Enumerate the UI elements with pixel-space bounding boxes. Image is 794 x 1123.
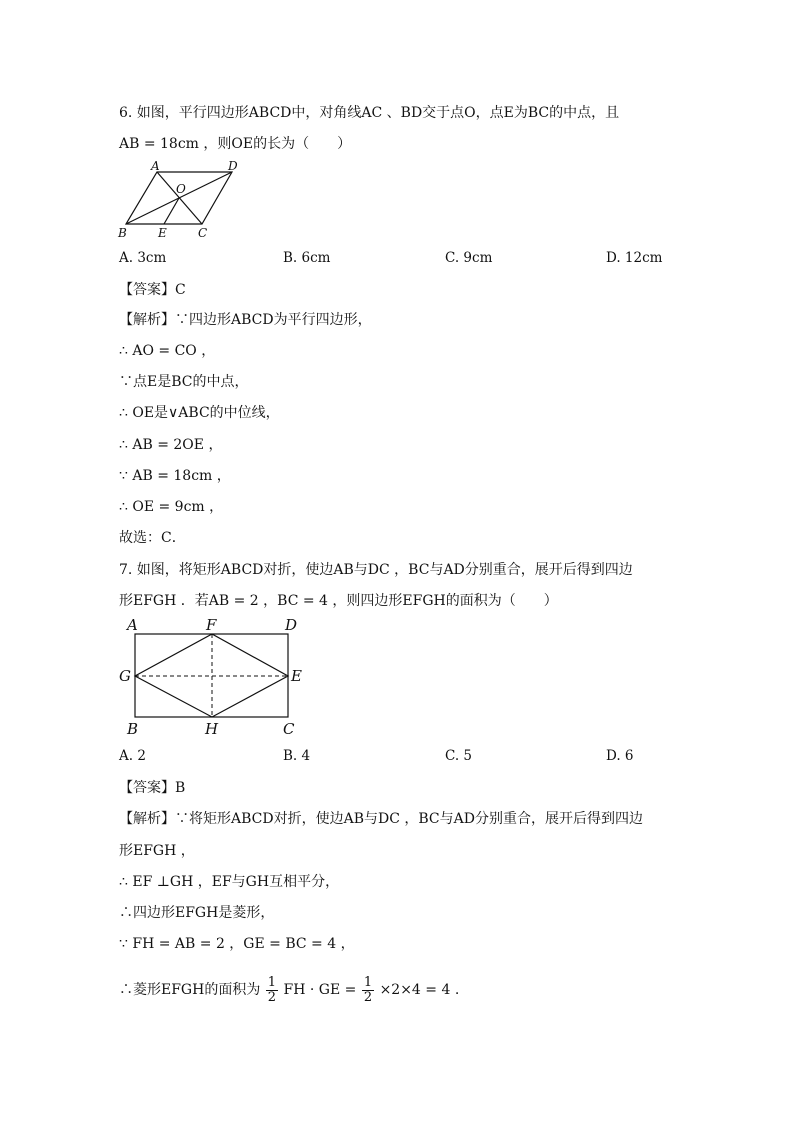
q7-solution-line: 【解析】∵将矩形ABCD对折，使边AB与DC ，BC与AD分别重合，展开后得到四边: [119, 811, 643, 827]
q6-option-d: D. 12cm: [606, 250, 663, 266]
q6-option-c: C. 9cm: [445, 250, 493, 266]
q7-option-c: C. 5: [445, 748, 473, 764]
q7-solution-line: 形EFGH ，: [119, 843, 195, 859]
q6-solution-line: 故选：C．: [119, 530, 186, 546]
q7-label-d: D: [285, 616, 298, 634]
q7-fraction-half: $\frac{1}{2}$: [267, 974, 277, 1005]
q7-rectangle-figure: [115, 612, 315, 742]
q6-solution-line: 【解析】∵四边形ABCD为平行四边形，: [119, 312, 372, 328]
q6-parallelogram-figure: [115, 158, 245, 240]
q7-answer: 【答案】B: [119, 780, 186, 796]
q7-option-b: B. 4: [283, 748, 311, 764]
q7-solution-line: ∴四边形EFGH是菱形，: [119, 905, 275, 921]
q6-option-b: B. 6cm: [283, 250, 331, 266]
q6-label-b: B: [118, 226, 127, 240]
q6-solution-line: ∴ OE = 9cm ，: [119, 499, 224, 515]
q7-solution-line: ∴ EF ⊥GH ，EF与GH互相平分，: [119, 874, 340, 890]
q7-fraction-half: $\frac{1}{2}$: [363, 974, 373, 1005]
q7-option-d: D. 6: [606, 748, 634, 764]
q6-label-d: D: [228, 159, 238, 173]
q7-label-h: H: [205, 720, 219, 738]
q6-label-c: C: [198, 226, 208, 240]
q7-label-a: A: [127, 616, 138, 634]
q7-area-conclusion: [119, 975, 459, 1005]
q6-solution-line: ∴ OE是∨ABC的中位线，: [119, 405, 280, 421]
q6-stem-line2: AB = 18cm ，则OE的长为（ ）: [119, 136, 352, 152]
q7-stem-line2: 形EFGH ．若AB = 2 ，BC = 4 ，则四边形EFGH的面积为（ ）: [119, 593, 558, 609]
q6-solution-line: ∵点E是BC的中点，: [119, 374, 249, 390]
q6-solution-line: ∴ AB = 2OE ，: [119, 437, 223, 453]
q7-area-middle: FH · GE =: [283, 982, 357, 998]
q7-solution-line: ∵ FH = AB = 2 ，GE = BC = 4 ，: [119, 936, 355, 952]
q7-label-e: E: [291, 667, 302, 685]
q7-label-c: C: [283, 720, 295, 738]
q6-label-e: E: [158, 226, 167, 240]
q6-label-o: O: [176, 182, 186, 196]
q6-solution-line: ∵ AB = 18cm ，: [119, 468, 231, 484]
q7-area-suffix: ×2×4 = 4 .: [379, 982, 460, 998]
q6-label-a: A: [151, 159, 160, 173]
q7-area-prefix: ∴菱形EFGH的面积为: [119, 982, 261, 998]
q6-answer: 【答案】C: [119, 282, 186, 298]
q7-option-a: A. 2: [119, 748, 146, 764]
q6-solution-line: ∴ AO = CO ，: [119, 343, 216, 359]
q6-option-a: A. 3cm: [119, 250, 167, 266]
q6-stem-line1: 6. 如图，平行四边形ABCD中，对角线AC 、BD交于点O，点E为BC的中点，且: [119, 105, 620, 121]
q7-label-g: G: [119, 667, 131, 685]
q7-label-b: B: [127, 720, 139, 738]
q7-stem-line1: 7. 如图，将矩形ABCD对折，使边AB与DC ，BC与AD分别重合，展开后得到四边: [119, 562, 633, 578]
q7-label-f: F: [206, 616, 217, 634]
